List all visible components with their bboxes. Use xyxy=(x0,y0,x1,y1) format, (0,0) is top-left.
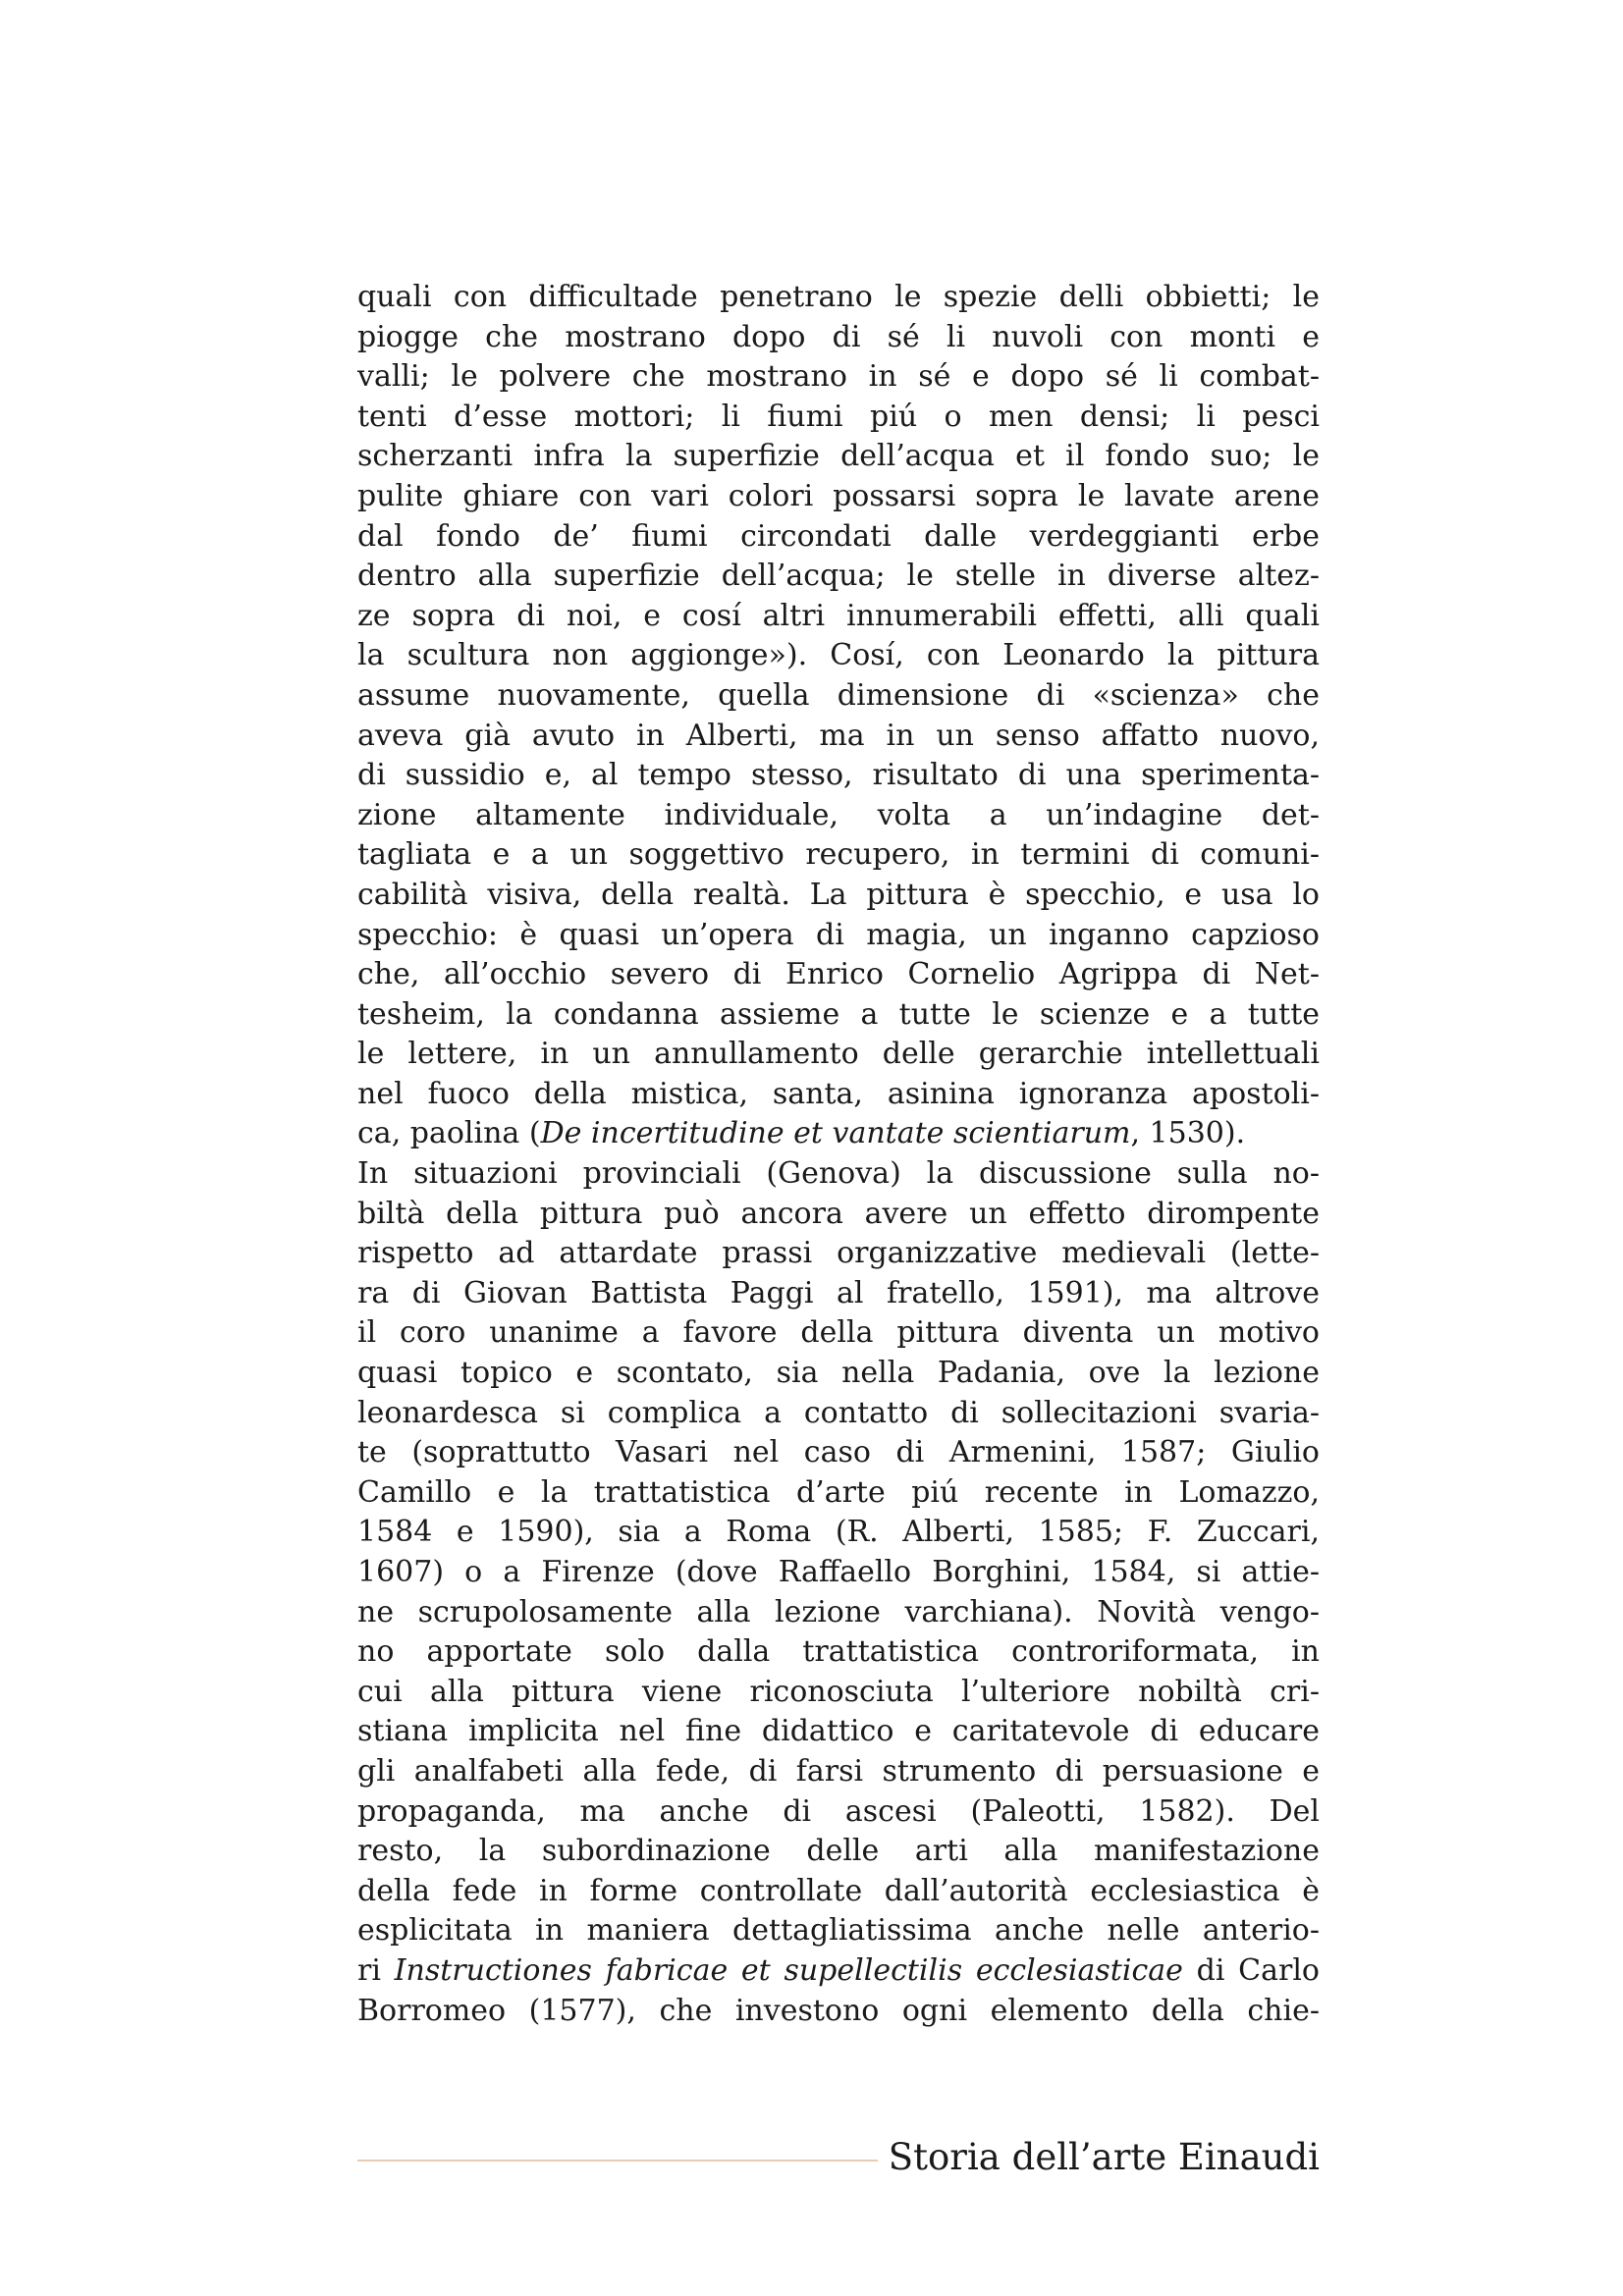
text-line: In situazioni provinciali (Genova) la discussione sulla no- xyxy=(357,1156,1320,1192)
text-line: piogge che mostrano dopo di sé li nuvoli con monti e xyxy=(357,319,1320,354)
text-line: ze sopra di noi, e cosí altri innumerabili effetti, alli quali xyxy=(357,598,1320,633)
text-fragment: di Carlo xyxy=(1182,1952,1320,1988)
text-line: assume nuovamente, quella dimensione di «scienza» che xyxy=(357,677,1320,713)
text-line: Borromeo (1577), che investono ogni elemento della chie- xyxy=(357,1993,1320,2028)
text-line: ra di Giovan Battista Paggi al fratello, 1591), ma altrove xyxy=(357,1275,1320,1310)
text-line: leonardesca si complica a contatto di sollecitazioni svaria- xyxy=(357,1395,1320,1430)
text-line: dal fondo de’ fiumi circondati dalle verdeggianti erbe xyxy=(357,518,1320,554)
text-fragment: , 1530). xyxy=(1130,1116,1246,1151)
text-line: biltà della pittura può ancora avere un effetto dirompente xyxy=(357,1196,1320,1231)
text-fragment: ca, paolina ( xyxy=(357,1116,541,1151)
text-line: il coro unanime a favore della pittura diventa un motivo xyxy=(357,1315,1320,1351)
text-line: quasi topico e scontato, sia nella Padania, ove la lezione xyxy=(357,1356,1320,1391)
text-line: resto, la subordinazione delle arti alla manifestazione xyxy=(357,1834,1320,1869)
text-line: zione altamente individuale, volta a un’indagine det- xyxy=(357,797,1320,832)
text-line: scherzanti infra la superfizie dell’acqua et il fondo suo; le xyxy=(357,439,1320,474)
text-line: propaganda, ma anche di ascesi (Paleotti, 1582). Del xyxy=(357,1793,1320,1829)
text-line: della fede in forme controllate dall’autorità ecclesiastica è xyxy=(357,1873,1320,1908)
text-line: 1584 e 1590), sia a Roma (R. Alberti, 1585; F. Zuccari, xyxy=(357,1515,1320,1550)
text-line: valli; le polvere che mostrano in sé e dopo sé li combat- xyxy=(357,359,1320,395)
text-line: cui alla pittura viene riconosciuta l’ulteriore nobiltà cri- xyxy=(357,1674,1320,1709)
text-line: gli analfabeti alla fede, di farsi strumento di persuasione e xyxy=(357,1753,1320,1789)
text-line: stiana implicita nel fine didattico e caritatevole di educare xyxy=(357,1714,1320,1749)
text-line: aveva già avuto in Alberti, ma in un senso affatto nuovo, xyxy=(357,718,1320,753)
text-line: rispetto ad attardate prassi organizzative medievali (lette- xyxy=(357,1236,1320,1271)
text-line: dentro alla superfizie dell’acqua; le stelle in diverse altez- xyxy=(357,559,1320,594)
text-line: specchio: è quasi un’opera di magia, un inganno capzioso xyxy=(357,917,1320,952)
text-line: te (soprattutto Vasari nel caso di Armenini, 1587; Giulio xyxy=(357,1435,1320,1470)
text-line: no apportate solo dalla trattatistica controriformata, in xyxy=(357,1634,1320,1670)
text-line-with-title xyxy=(357,1114,1320,1154)
text-line: di sussidio e, al tempo stesso, risultato di una sperimenta- xyxy=(357,758,1320,793)
footer-rule xyxy=(357,2160,878,2162)
text-line: che, all’occhio severo di Enrico Cornelio Agrippa di Net- xyxy=(357,957,1320,992)
text-line: tenti d’esse mottori; li fiumi piú o men densi; li pesci xyxy=(357,399,1320,434)
italic-work-title: Instructiones fabricae et supellectilis ecclesiasticae xyxy=(394,1952,1183,1988)
text-line: cabilità visiva, della realtà. La pittura è specchio, e usa lo xyxy=(357,877,1320,912)
text-line: tesheim, la condanna assieme a tutte le scienze e a tutte xyxy=(357,996,1320,1032)
text-line: Camillo e la trattatistica d’arte piú recente in Lomazzo, xyxy=(357,1474,1320,1510)
text-line: esplicitata in maniera dettagliatissima anche nelle anterio- xyxy=(357,1913,1320,1949)
text-line: quali con difficultade penetrano le spezie delli obbietti; le xyxy=(357,280,1320,314)
text-line-with-title xyxy=(357,1951,1320,1992)
text-line: 1607) o a Firenze (dove Raffaello Borghini, 1584, si attie- xyxy=(357,1555,1320,1589)
text-line: nel fuoco della mistica, santa, asinina ignoranza apostoli- xyxy=(357,1076,1320,1111)
text-line: pulite ghiare con vari colori possarsi sopra le lavate arene xyxy=(357,478,1320,513)
footer-title: Storia dell’arte Einaudi xyxy=(888,2136,1320,2178)
text-line: ne scrupolosamente alla lezione varchiana). Novità vengo- xyxy=(357,1594,1320,1629)
text-line: tagliata e a un soggettivo recupero, in termini di comuni- xyxy=(357,837,1320,873)
text-line: la scultura non aggionge»). Cosí, con Leonardo la pittura xyxy=(357,638,1320,673)
body-text xyxy=(357,278,1320,2031)
text-line: le lettere, in un annullamento delle gerarchie intellettuali xyxy=(357,1037,1320,1072)
text-fragment: ri xyxy=(357,1952,395,1988)
italic-work-title: De incertitudine et vantate scientiarum xyxy=(540,1116,1131,1151)
